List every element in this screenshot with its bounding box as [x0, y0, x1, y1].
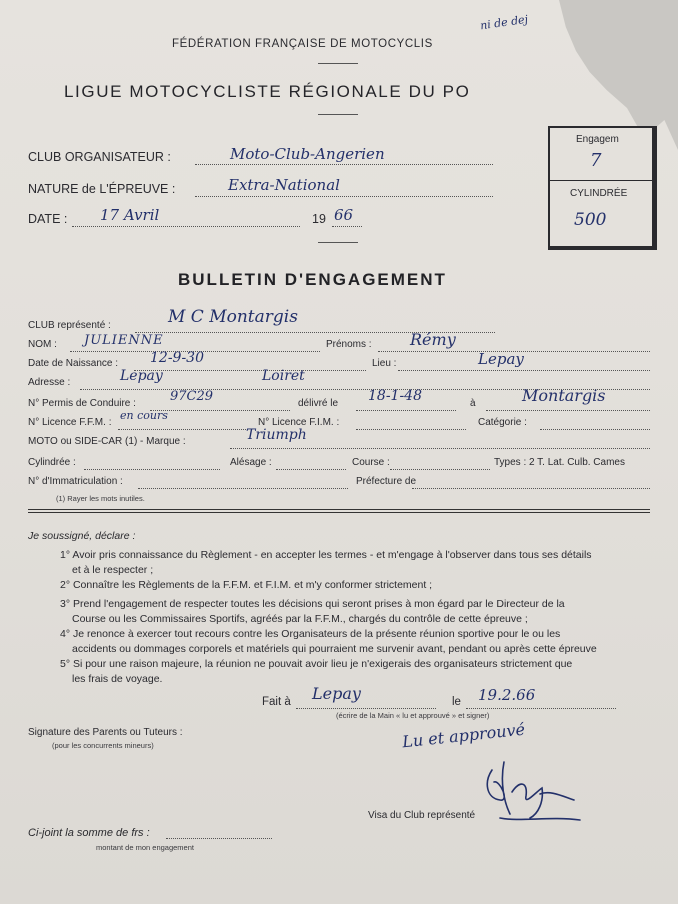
permis-label: N° Permis de Conduire : — [28, 398, 136, 409]
clause-3 — [60, 597, 565, 626]
cylindree-label: Cylindrée : — [28, 457, 76, 468]
field-line — [486, 410, 650, 411]
date-label: DATE : — [28, 212, 68, 226]
field-line — [72, 226, 300, 227]
field-line — [150, 410, 290, 411]
cylindree-box-label: CYLINDRÉE — [570, 188, 628, 199]
a-value: Montargis — [522, 386, 606, 405]
adresse-value-2: Loiret — [262, 368, 305, 384]
clause-1-line-2: et à le respecter ; — [72, 563, 154, 576]
categorie-label: Catégorie : — [478, 417, 527, 428]
ornament-divider — [318, 242, 358, 243]
licence-fim-label: N° Licence F.I.M. : — [258, 417, 340, 428]
licence-ffm-value: en cours — [120, 409, 168, 422]
engagement-number: 7 — [590, 150, 602, 171]
field-line — [356, 410, 456, 411]
immatriculation-label: N° d'Immatriculation : — [28, 476, 123, 487]
field-line — [195, 196, 493, 197]
field-line — [466, 708, 616, 709]
clause-3-line-1: 3° Prend l'engagement de respecter toutes les décisions qui seront prises à mon égard par le Directeur de la — [60, 598, 565, 610]
nature-epreuve-value: Extra-National — [228, 176, 340, 194]
course-label: Course : — [352, 457, 390, 468]
cylindree-box-value: 500 — [574, 210, 607, 230]
corner-handwriting: ni de dej — [479, 12, 529, 33]
delivre-value: 18-1-48 — [368, 388, 422, 404]
field-line — [356, 429, 466, 430]
clause-4-line-1: 4° Je renonce à exercer tout recours contre les Organisateurs de la présente réunion sportive pour le ou les — [60, 628, 561, 640]
club-represente-value: M C Montargis — [168, 307, 298, 327]
date-day-month: 17 Avril — [100, 206, 160, 224]
le-value: 19.2.66 — [478, 686, 536, 704]
permis-value: 97C29 — [170, 389, 214, 404]
clause-5-line-2: les frais de voyage. — [72, 672, 163, 685]
year-prefix: 19 — [312, 212, 326, 226]
clause-3-line-2: Course ou les Commissaires Sportifs, agréés par la F.F.M., chargés du contrôle de cette épreuve ; — [72, 612, 528, 625]
field-line — [134, 370, 366, 371]
lieu-label: Lieu : — [372, 358, 397, 369]
fait-a-label: Fait à — [262, 696, 291, 708]
clause-5-line-1: 5° Si pour une raison majeure, la réunion ne pouvait avoir lieu je n'exigerais des organisateurs strictement que — [60, 658, 573, 670]
field-line — [195, 164, 493, 165]
ci-joint-note: montant de mon engagement — [96, 843, 194, 852]
field-line — [138, 488, 348, 489]
club-represente-label: CLUB représenté : — [28, 320, 111, 331]
delivre-label: délivré le — [298, 398, 339, 409]
visa-club-label: Visa du Club représenté — [368, 810, 476, 821]
signature-parents-note: (pour les concurrents mineurs) — [52, 741, 154, 750]
signature-parents-label: Signature des Parents ou Tuteurs : — [28, 727, 183, 738]
field-line — [412, 488, 650, 489]
document-title: BULLETIN D'ENGAGEMENT — [178, 270, 447, 289]
field-line — [118, 429, 248, 430]
clause-4 — [60, 627, 597, 656]
field-line — [166, 838, 272, 839]
field-line — [540, 429, 650, 430]
nature-epreuve-label: NATURE de L'ÉPREUVE : — [28, 182, 176, 196]
year-suffix: 66 — [334, 206, 354, 224]
nom-label: NOM : — [28, 339, 57, 350]
clause-2: 2° Connaître les Règlements de la F.F.M. et F.I.M. et m'y conformer strictement ; — [60, 579, 433, 591]
clause-5 — [60, 657, 572, 686]
date-naissance-value: 12-9-30 — [150, 350, 204, 366]
field-line — [276, 469, 346, 470]
nom-value: JULIENNE — [84, 333, 164, 348]
clause-4-line-2: accidents ou dommages corporels et matériels qui pourraient me survenir avant, pendant ou après cette épreuve — [72, 642, 597, 655]
ornament-divider — [318, 63, 358, 64]
alesage-label: Alésage : — [230, 457, 272, 468]
field-line — [390, 469, 490, 470]
field-line — [230, 448, 650, 449]
prefecture-label: Préfecture de — [356, 476, 417, 487]
a-label: à — [470, 398, 476, 409]
declaration-heading: Je soussigné, déclare : — [28, 530, 136, 542]
clause-1 — [60, 548, 592, 577]
field-line — [398, 370, 650, 371]
prenoms-label: Prénoms : — [326, 339, 372, 350]
section-rule — [28, 509, 650, 510]
clause-1-line-1: 1° Avoir pris connaissance du Règlement - en accepter les termes - et m'engage à l'observer dans tous ses détails — [60, 549, 592, 561]
types-label: Types : 2 T. Lat. Culb. Cames — [494, 457, 625, 468]
box-divider — [550, 180, 652, 181]
adresse-label: Adresse : — [28, 377, 71, 388]
engagement-box — [548, 126, 657, 250]
club-organisateur-label: CLUB ORGANISATEUR : — [28, 150, 171, 164]
ornament-divider — [318, 114, 358, 115]
section-rule — [28, 512, 650, 513]
field-line — [84, 469, 220, 470]
le-label: le — [452, 696, 461, 708]
licence-ffm-label: N° Licence F.F.M. : — [28, 417, 112, 428]
moto-marque-value: Triumph — [246, 427, 307, 443]
engagement-label: Engagem — [576, 134, 619, 145]
fait-a-note: (écrire de la Main « lu et approuvé » et signer) — [336, 711, 490, 720]
league-name: LIGUE MOTOCYCLISTE RÉGIONALE DU PO — [64, 82, 471, 101]
lu-approuve-handwriting: Lu et approuvé — [401, 719, 526, 752]
federation-name: FÉDÉRATION FRANÇAISE DE MOTOCYCLIS — [172, 38, 433, 50]
fait-a-value: Lepay — [312, 684, 361, 703]
adresse-value: Lepay — [120, 368, 163, 384]
field-line — [296, 708, 436, 709]
moto-marque-label: MOTO ou SIDE-CAR (1) - Marque : — [28, 436, 186, 447]
footnote: (1) Rayer les mots inutiles. — [56, 494, 145, 503]
prenoms-value: Rémy — [410, 330, 456, 349]
lieu-value: Lepay — [478, 350, 524, 368]
club-organisateur-value: Moto-Club-Angerien — [230, 145, 385, 163]
date-naissance-label: Date de Naissance : — [28, 358, 119, 369]
ci-joint-label: Ci-joint la somme de frs : — [28, 827, 150, 839]
field-line — [332, 226, 362, 227]
handwritten-signature — [470, 752, 590, 832]
